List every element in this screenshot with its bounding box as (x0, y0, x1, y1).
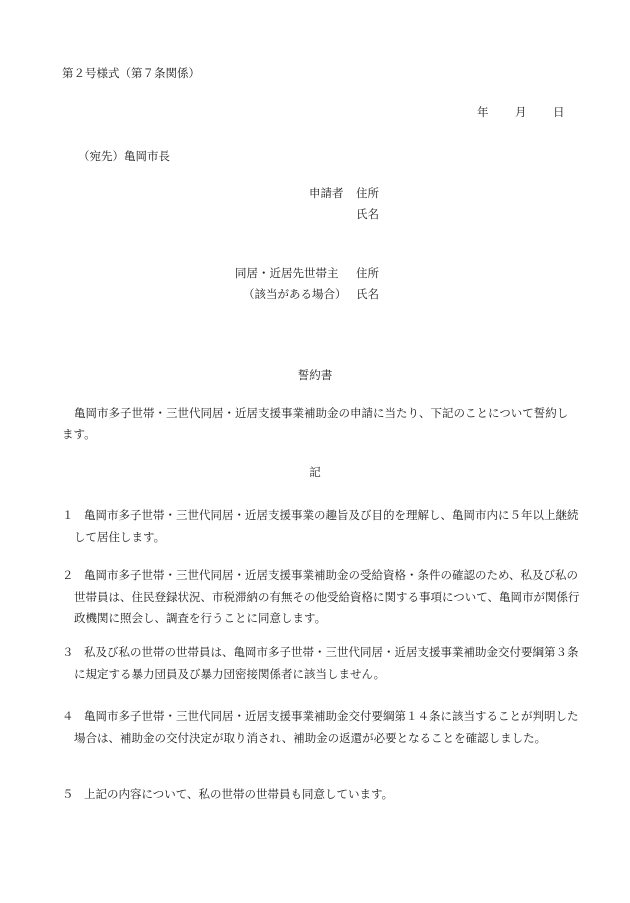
applicant-role: 申請者 (309, 186, 344, 200)
pledge-item-2 (62, 565, 584, 630)
form-number: 第２号様式（第７条関係） (62, 66, 200, 80)
pledge-item-number: ５ (62, 787, 74, 801)
addressee: （宛先）亀岡市長 (78, 149, 170, 163)
cohabitant-name-label: 氏名 (356, 287, 379, 301)
cohabitant-note: （該当がある場合） (243, 287, 347, 301)
date-day-label: 日 (553, 105, 565, 119)
applicant-name-label: 氏名 (356, 207, 379, 221)
pledge-item-text: 亀岡市多子世帯・三世代同居・近居支援事業補助金交付要綱第１４条に該当することが判明した場合は、補助金の交付決定が取り消され、補助金の返還が必要となることを確認しました。 (74, 709, 579, 745)
pledge-item-number: ３ (62, 645, 74, 659)
date-line (477, 104, 565, 120)
date-month-label: 月 (515, 105, 527, 119)
pledge-item-5 (62, 784, 584, 806)
cohabitant-address-label: 住所 (356, 266, 379, 280)
pledge-item-number: ２ (62, 568, 74, 582)
intro-paragraph: 亀岡市多子世帯・三世代同居・近居支援事業補助金の申請に当たり、下記のことについて誓約します。 (62, 406, 569, 441)
pledge-item-text: 上記の内容について、私の世帯の世帯員も同意しています。 (84, 787, 394, 801)
pledge-item-1 (62, 505, 584, 548)
ki-heading: 記 (309, 465, 321, 479)
document-title: 誓約書 (297, 368, 333, 382)
pledge-item-number: ４ (62, 709, 74, 723)
pledge-item-text: 亀岡市多子世帯・三世代同居・近居支援事業の趣旨及び目的を理解し、亀岡市内に５年以上継続して居住します。 (74, 508, 579, 544)
pledge-item-text: 亀岡市多子世帯・三世代同居・近居支援事業補助金の受給資格・条件の確認のため、私及び私の世帯員は、住民登録状況、市税滞納の有無その他受給資格に関する事項について、亀岡市が関係行政機関に照会し、調査を行うことに同意します。 (74, 568, 580, 625)
date-year-label: 年 (477, 105, 489, 119)
pledge-item-4 (62, 706, 584, 749)
cohabitant-role: 同居・近居先世帯主 (235, 266, 339, 280)
pledge-item-number: １ (62, 508, 74, 522)
pledge-item-text: 私及び私の世帯の世帯員は、亀岡市多子世帯・三世代同居・近居支援事業補助金交付要綱第３条に規定する暴力団員及び暴力団密接関係者に該当しません。 (74, 645, 579, 681)
applicant-address-label: 住所 (356, 186, 379, 200)
pledge-item-3 (62, 642, 584, 685)
